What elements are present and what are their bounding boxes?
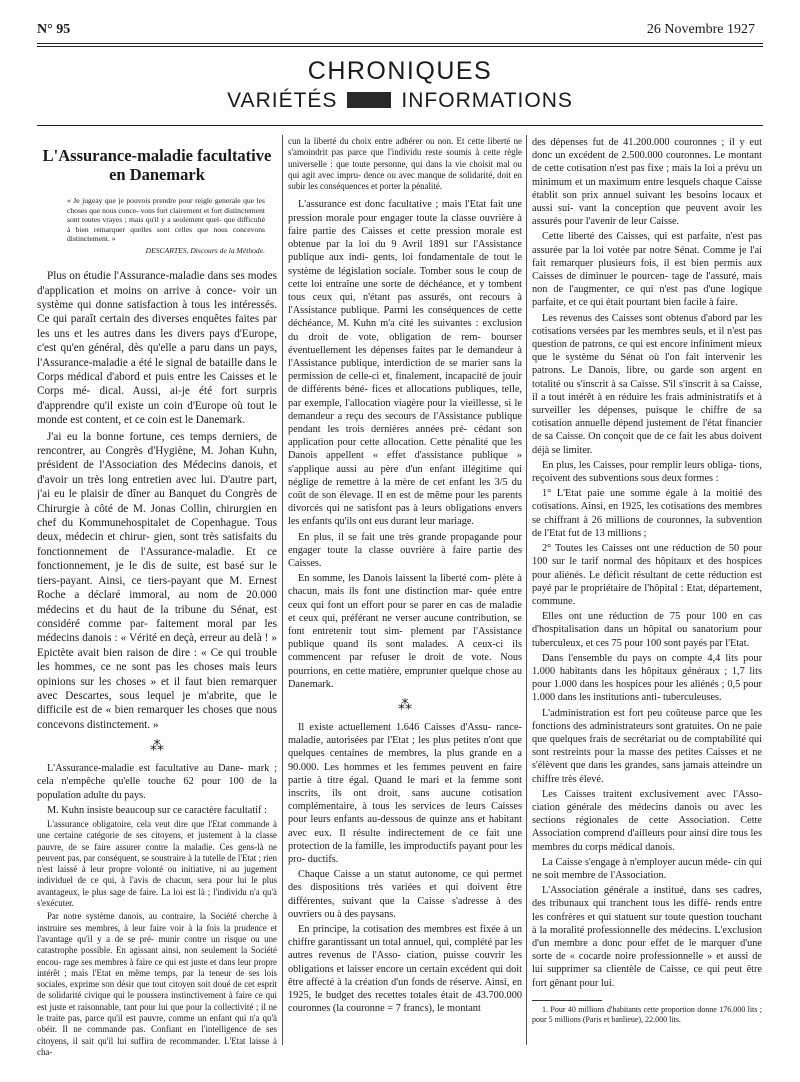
issue-number: N° 95 bbox=[37, 22, 71, 37]
paragraph: En plus, il se fait une très grande propagande pour engager toute la classe ouvrière à faire partie des Caisses. bbox=[288, 531, 522, 569]
paragraph: En plus, les Caisses, pour remplir leurs obliga- tions, reçoivent des subventions sous deux formes : bbox=[532, 459, 762, 485]
paragraph: Elles ont une réduction de 75 pour 100 en cas d'hospitalisation dans un hôpital ou sanatorium pour tuberculeux, et ces 75 pour 100 sont payés par l'Etat. bbox=[532, 611, 762, 649]
epigraph: « Je jugeay que je pouvois prendre pour reigle generale que les choses que nous conce- vons fort clairement et fort distinctement sont toutes vrayes ; mais qu'il y a seulement quel- que difficulté à bien remarquer quelles sont celles que nous concevons distinctement. » bbox=[67, 196, 265, 244]
masthead-subtitle bbox=[0, 89, 800, 113]
title-line-2: en Danemark bbox=[109, 165, 205, 184]
footnote-rule bbox=[532, 1000, 602, 1001]
paragraph: Plus on étudie l'Assurance-maladie dans ses modes d'application et moins on arrive à conce- voir un système qui donne satisfaction à tous les intéressés. Ce qui paraît certain des diverses enquêtes faites par les uns et les autres dans les divers pays d'Europe, c'est qu'en général, dès qu'elle a paru dans un pays, l'Assurance-maladie a été le signal de bataille dans le Corps médical d'abord et puis entre les Caisses et le Corps mé- dical. Aussi, ai-je été fort surpris d'apprendre qu'il existe un coin d'Europe où tout le monde est content, et ce coin est le Danemark. bbox=[37, 270, 277, 427]
epigraph-source: DESCARTES, Discours de la Méthode. bbox=[145, 245, 265, 255]
column-divider bbox=[526, 135, 527, 1045]
paragraph: M. Kuhn insiste beaucoup sur ce caractère facultatif : bbox=[47, 804, 267, 816]
paragraph: Les Caisses traitent exclusivement avec l'Asso- ciation générale des médecins danois ou avec les sections régionales de cette Association. Cette Association comprend d'ailleurs pour ainsi dire tous les membres du corps médical danois. bbox=[532, 788, 762, 853]
quote-paragraph: cun la liberté du choix entre adhérer ou non. Et cette liberté ne s'amoindrit pas parce que l'individu reste soumis à cette règle universelle : que toute personne, qui dans la vie choisit mal ou qui agit avec impru- dence ou avec manque de solidarité, doit en subir les conséquences et porter la pénalité. bbox=[288, 136, 522, 192]
paragraph: des dépenses fut de 41.200.000 couronnes ; il y eut donc un excédent de 2.500.000 couronnes. Le montant de cette cotisation n'est pas fixe ; mais la loi a prévu un minimum et un maximum entre lesquels chaque Caisse établit son prix annuel suivant les besoins locaux et aussi sui- vant la conception que peuvent avoir les assurés pour l'avenir de leur Caisse. bbox=[532, 137, 762, 228]
paragraph: Il existe actuellement 1.646 Caisses d'Assu- rance-maladie, autorisées par l'Etat ; les plus petites n'ont que quelques centaines de membres, la plus grande en a 90.000. Les hommes et les femmes peuvent en faire partie à titre égal. Quand le mari et la femme sont inscrits, ils ont droit, sans aucune cotisation complémentaire, à tous les services de leurs Caisses pour leurs enfants au-dessous de quinze ans et habitant avec eux. Il résulte indirectement de ce fait une protection de la famille, les improductifs payant pour les pro- ductifs. bbox=[288, 722, 522, 866]
paragraph: La Caisse s'engage à n'employer aucun méde- cin qui ne soit membre de l'Association. bbox=[532, 856, 762, 881]
paragraph: Chaque Caisse a un statut autonome, ce qui permet des dispositions très variées et qui doivent être différentes, suivant que la Caisse s'adresse à des ouvriers ou à des paysans. bbox=[288, 869, 522, 920]
stars-separator: ⁂ bbox=[150, 739, 164, 755]
header-rule-thin bbox=[37, 46, 763, 47]
footnote: 1. Pour 40 millions d'habitants cette proportion donne 176.000 lits ; pour 5 millions (Paris et banlieue), 22.000 lits. bbox=[532, 1004, 762, 1024]
paragraph: Cette liberté des Caisses, qui est parfaite, n'est pas assurée par la loi votée par notre Sénat. Comme je l'ai fait remarquer plusieurs fois, il est bien permis aux Caisses de diminuer le pourcen- tage de l'assuré, mais non de l'augmenter, ce qui n'est pas d'une logique parfaite, et ce qui était pourtant bien facile à faire. bbox=[532, 231, 762, 309]
column-1 bbox=[37, 136, 277, 1060]
quote-paragraph: L'assurance obligatoire, cela veut dire que l'Etat commande à une certaine catégorie de ses citoyens, et justement à la classe pauvre, de se faire assurer contre la maladie. Ces gens-là ne peuvent pas, par conséquent, se soustraire à la tutelle de l'Etat ; rien n'est laissé à leur propre volonté ou initiative, ni au jugement individuel de ce qui, à l'avis de chacun, sera pour lui le plus avantageux, le plus sage de faire. La loi est là ; l'individu n'a qu'à s'exécuter. bbox=[37, 818, 277, 909]
masthead-chroniques: CHRONIQUES bbox=[307, 57, 493, 85]
paragraph: J'ai eu la bonne fortune, ces temps derniers, de rencontrer, au Congrès d'Hygiène, M. Johan Kuhn, président de l'Association des Médecins danois, et d'avoir un très long entretien avec lui. D'autre part, j'ai eu le plaisir de dîner au Banquet du Congrès de Chirurgie à côté de M. Jonas Collin, chirurgien en chef du Kommunehospitalet de Copenhague. Tous deux, médecin et chirur- gien, sont très satisfaits du fonctionnement de l'Assurance-maladie. Et ce fonctionnement, je le dis de suite, est basé sur le tiers-payant. Ainsi, ce tiers-payant que M. Ernest Roche a déclaré immoral, au nom de 20.000 médecins et du haut de la tribune du Sénat, est considéré comme par- faitement moral par les médecins danois : « Vérité en deçà, erreur au delà ! » Epictète avait bien raison de dire : « Ce qui trouble les hommes, ce ne sont pas les choses mais leurs opinions sur les choses » et il faut bien remarquer avec Descartes, sous lequel je m'abrite, que le difficile est de « bien remarquer les choses que nous concevons distinctement. » bbox=[37, 430, 277, 731]
column-divider bbox=[282, 135, 283, 1045]
paragraph: En somme, les Danois laissent la liberté com- plète à chacun, mais ils font une distinction mar- quée entre ceux qui font un effort pour se parer en cas de maladie et ceux qui, préférant ne verser aucune contribution, se font entretenir tout sim- plement par l'Assistance publique quand ils sont malades. A ceux-ci ils commencent par refuser le droit de vote. Nous pourrions, en cette matière, emprunter quelque chose au Danemark. bbox=[288, 573, 522, 690]
article-title bbox=[37, 146, 277, 184]
paragraph: L'administration est fort peu coûteuse parce que les fonctions des administrateurs sont gratuites. On ne paie que quelques frais de secrétariat ou de comptabilité qui sont restreints pour la masse des petites Caisses et ne s'élèvent que dans les grandes, sans jamais atteindre un chiffre très élevé. bbox=[532, 707, 762, 785]
paragraph: 2° Toutes les Caisses ont une réduction de 50 pour 100 sur le tarif normal des hôpitaux et des hospices pour aliénés. Le déficit résultant de cette réduction est payé par le propriétaire de l'hôpital : Etat, département, commune. bbox=[532, 543, 762, 607]
paragraph: 1° L'Etat paie une somme égale à la moitié des cotisations. Ainsi, en 1925, les cotisations des membres se chiffrant à 26 millions de couronnes, la subvention de l'Etat fut de 13 millions ; bbox=[532, 488, 762, 539]
paragraph: L'Assurance-maladie est facultative au Dane- mark ; cela n'empêche qu'elle touche 62 pour 100 de la population adulte du pays. bbox=[37, 763, 277, 801]
issue-date: 26 Novembre 1927 bbox=[646, 22, 755, 37]
paragraph: En principe, la cotisation des membres est fixée à un chiffre garantissant un total annuel, qui, complété par les autres revenus de l'Asso- ciation, puisse couvrir les obligations et laisser encore un certain excédent qui doit être affecté à la création d'un fonds de réserve. Ainsi, en 1925, le budget des recettes totales était de 43.700.000 couronnes (la couronne = 7 francs), le montant bbox=[288, 924, 522, 1015]
paragraph: Dans l'ensemble du pays on compte 4,4 lits pour 1.000 habitants dans les hôpitaux généraux ; 1,7 lits pour 1.000 dans les hospices pour les aliénés ; 0,5 pour 1.000 dans les institutions anti- tuberculeuses. bbox=[532, 652, 762, 704]
title-line-1: L'Assurance-maladie facultative bbox=[42, 146, 272, 165]
paragraph: L'Association générale a institué, dans ses cadres, des tribunaux qui tranchent tous les diffé- rends entre les confrères et qui statuent sur toute question touchant à la moralité professionnelle des médecins. L'exclusion d'un membre a donc pour effet de le marquer d'une sorte de « cocarde noire professionnelle » et aussi de lui supprimer sa clientèle de Caisse, ce qui peut être fort gênant pour lui. bbox=[532, 885, 762, 989]
quote-paragraph: Par notre système danois, au contraire, la Société cherche à instruire ses membres, à leur faire voir à la fois la prudence et l'avantage qu'il y a de se pré- munir contre un risque ou une catastrophe possible. En agissant ainsi, non seulement la Société encou- rage ses membres à faire ce qui est juste et dans leur propre intérêt ; mais l'Etat en même temps, par la teneur de ses lois sociales, exprime son désir que tout citoyen soit doué de cet esprit de solidarité civique qui le poussera instinctivement à faire ce qui est juste et raisonnable, tant pour lui que pour la collectivité ; il ne le traite pas, parce qu'il est pauvre, comme un enfant qui n'a qu'à obéir. Il ne commande pas. Confiant en l'intelligence de ses citoyens, il sait qu'il lui suffira de recommander. L'Etat laisse à cha- bbox=[37, 911, 277, 1057]
masthead-rule bbox=[37, 125, 763, 126]
ornament-icon bbox=[347, 92, 391, 108]
stars-separator: ⁂ bbox=[398, 698, 412, 713]
header-rule bbox=[37, 43, 763, 44]
column-3 bbox=[532, 136, 762, 1025]
column-2 bbox=[288, 136, 522, 1017]
paragraph: L'assurance est donc facultative ; mais l'Etat fait une pression morale pour engager toute la classe ouvrière à faire partie des Caisses et cette pression morale est obtenue par la loi du 9 Avril 1891 sur l'Assistance publique aux indi- gents, loi fondamentale de tout le système de législation sociale. Tomber sous le coup de cette loi entraîne une sorte de déchéance, et y tombent tous ceux qui, n'étant pas assurés, ont recours à l'Assistance publique. Parmi les conséquences de cette déchéance, M. Kuhn m'a cité les suivantes : exclusion du droit de vote, obligation de rem- bourser éventuellement les dépenses faites par le demandeur à l'Assistance publique, interdiction de se marier sans la permission de celle-ci et, finalement, incapacité de jouir de différents béné- fices et allocations publiques, telle, par exemple, l'allocation viagère pour la vieillesse, si le demandeur a reçu des secours de l'Assistance publique pendant les trois dernières années pré- cédant son application pour cette allocation. Cette pénalité que les Danois appellent « effet d'assistance publique » s'applique aussi au père d'un enfant illégitime qui néglige de remettre à la mère de cet enfant les 3/5 du coût de son élevage. Il en est de même pour les parents divorcés qui ne satisfont pas à leurs obligations envers les enfants qu'ils ont eus durant leur mariage. bbox=[288, 199, 522, 528]
masthead-varietes: VARIÉTÉS bbox=[227, 89, 338, 112]
paragraph: Les revenus des Caisses sont obtenus d'abord par les cotisations versées par les membres seuls, et il n'est pas question de patrons, ce qui est encore infiniment mieux que le système du Sénat où l'on fait intervenir les patrons. Le Danois, libre, ou garde son argent en totalité ou s'inscrit à sa Caisse. S'il s'inscrit à sa Caisse, il a tout intérêt à en réduire les frais administratifs et à surveiller les dépenses, puisque le chiffre de sa cotisation annuelle dépend justement de l'état financier de sa Caisse. On conçoit que de ce fait les abus doivent déjà se limiter. bbox=[532, 312, 762, 456]
masthead-informations: INFORMATIONS bbox=[401, 89, 573, 112]
